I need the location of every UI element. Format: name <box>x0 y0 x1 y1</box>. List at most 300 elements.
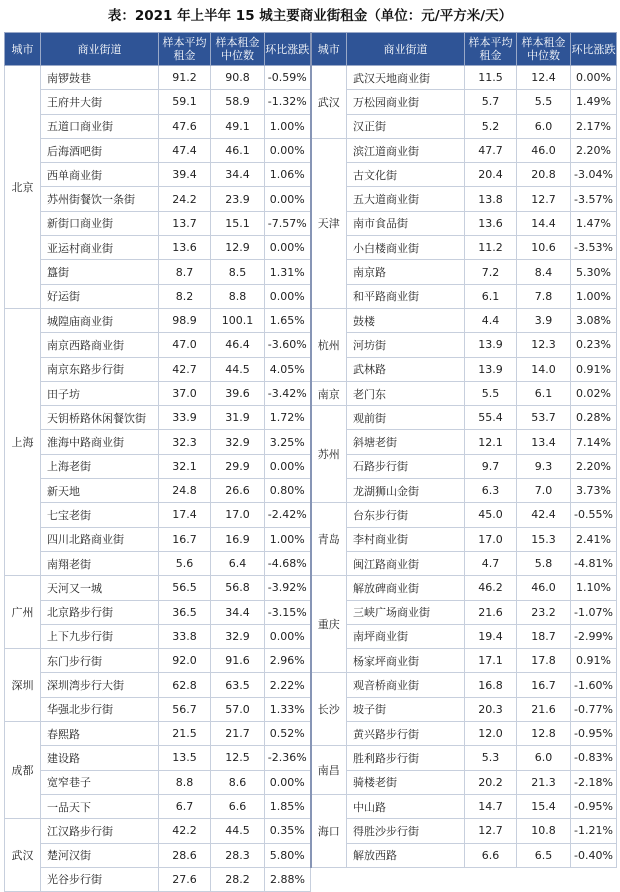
median-rent-cell-left: 46.4 <box>211 333 265 357</box>
street-cell-right: 南市食品街 <box>347 211 465 235</box>
avg-rent-cell-right: 16.8 <box>465 673 517 697</box>
city-cell-right: 苏州 <box>311 406 347 503</box>
avg-rent-cell-right: 11.2 <box>465 236 517 260</box>
median-rent-cell-right: 5.5 <box>517 90 571 114</box>
street-cell-left: 田子坊 <box>41 381 159 405</box>
change-cell-right: -0.55% <box>571 503 617 527</box>
street-cell-left: 四川北路商业街 <box>41 527 159 551</box>
change-cell-left: 0.00% <box>265 624 311 648</box>
median-rent-cell-right: 20.8 <box>517 163 571 187</box>
median-rent-cell-right: 10.8 <box>517 819 571 843</box>
street-cell-right: 三峡广场商业街 <box>347 600 465 624</box>
median-rent-cell-left: 12.9 <box>211 236 265 260</box>
city-cell-right: 重庆 <box>311 576 347 673</box>
change-cell-left: 1.72% <box>265 406 311 430</box>
avg-rent-cell-left: 27.6 <box>159 867 211 891</box>
median-rent-cell-right: 12.8 <box>517 722 571 746</box>
avg-rent-cell-left: 36.5 <box>159 600 211 624</box>
table-row <box>5 381 617 405</box>
change-cell-right: -2.99% <box>571 624 617 648</box>
avg-rent-cell-right: 7.2 <box>465 260 517 284</box>
median-rent-cell-right: 7.8 <box>517 284 571 308</box>
median-rent-cell-left: 8.8 <box>211 284 265 308</box>
median-rent-cell-left: 28.2 <box>211 867 265 891</box>
median-rent-cell-left: 12.5 <box>211 746 265 770</box>
city-cell-right: 青岛 <box>311 503 347 576</box>
avg-rent-cell-right: 21.6 <box>465 600 517 624</box>
avg-rent-cell-right: 6.3 <box>465 479 517 503</box>
avg-rent-cell-right: 5.2 <box>465 114 517 138</box>
street-cell-left: 王府井大街 <box>41 90 159 114</box>
change-cell-left: 2.96% <box>265 649 311 673</box>
median-rent-cell-left: 49.1 <box>211 114 265 138</box>
change-cell-right: -3.04% <box>571 163 617 187</box>
street-cell-left: 亚运村商业街 <box>41 236 159 260</box>
median-rent-cell-left: 15.1 <box>211 211 265 235</box>
street-cell-left: 上海老街 <box>41 454 159 478</box>
street-cell-right: 万松园商业街 <box>347 90 465 114</box>
header-median-rent-right: 样本租金中位数 <box>517 33 571 66</box>
median-rent-cell-right: 15.4 <box>517 794 571 818</box>
change-cell-left: 0.35% <box>265 819 311 843</box>
median-rent-cell-right: 10.6 <box>517 236 571 260</box>
change-cell-left: -2.42% <box>265 503 311 527</box>
median-rent-cell-right: 7.0 <box>517 479 571 503</box>
change-cell-right: -0.77% <box>571 697 617 721</box>
median-rent-cell-right: 16.7 <box>517 673 571 697</box>
city-cell-right: 杭州 <box>311 308 347 381</box>
street-cell-left: 深圳湾步行大街 <box>41 673 159 697</box>
median-rent-cell-right: 18.7 <box>517 624 571 648</box>
change-cell-right: -0.95% <box>571 722 617 746</box>
change-cell-right: 2.41% <box>571 527 617 551</box>
change-cell-left: -2.36% <box>265 746 311 770</box>
median-rent-cell-right: 5.8 <box>517 551 571 575</box>
change-cell-right: -4.81% <box>571 551 617 575</box>
median-rent-cell-left: 21.7 <box>211 722 265 746</box>
change-cell-right: 2.17% <box>571 114 617 138</box>
median-rent-cell-left: 91.6 <box>211 649 265 673</box>
street-cell-left: 城隍庙商业街 <box>41 308 159 332</box>
avg-rent-cell-right: 12.7 <box>465 819 517 843</box>
change-cell-left: 2.88% <box>265 867 311 891</box>
city-cell-left: 成都 <box>5 722 41 819</box>
street-cell-left: 簋街 <box>41 260 159 284</box>
avg-rent-cell-left: 37.0 <box>159 381 211 405</box>
header-street-left: 商业街道 <box>41 33 159 66</box>
median-rent-cell-right: 53.7 <box>517 406 571 430</box>
median-rent-cell-right: 6.5 <box>517 843 571 867</box>
avg-rent-cell-left: 32.3 <box>159 430 211 454</box>
change-cell-right: -0.40% <box>571 843 617 867</box>
avg-rent-cell-left: 91.2 <box>159 66 211 90</box>
city-cell-left: 广州 <box>5 576 41 649</box>
street-cell-right: 中山路 <box>347 794 465 818</box>
change-cell-right: 3.73% <box>571 479 617 503</box>
median-rent-cell-left: 39.6 <box>211 381 265 405</box>
city-cell-left: 武汉 <box>5 819 41 892</box>
street-cell-right: 五大道商业街 <box>347 187 465 211</box>
median-rent-cell-left: 6.4 <box>211 551 265 575</box>
table-row <box>5 746 617 770</box>
street-cell-left: 南京西路商业街 <box>41 333 159 357</box>
median-rent-cell-left: 6.6 <box>211 794 265 818</box>
table-row <box>5 673 617 697</box>
street-cell-right: 和平路商业街 <box>347 284 465 308</box>
street-cell-left: 淮海中路商业街 <box>41 430 159 454</box>
avg-rent-cell-right: 47.7 <box>465 138 517 162</box>
avg-rent-cell-right: 20.2 <box>465 770 517 794</box>
avg-rent-cell-right: 19.4 <box>465 624 517 648</box>
change-cell-right: 1.49% <box>571 90 617 114</box>
change-cell-left: 1.33% <box>265 697 311 721</box>
avg-rent-cell-left: 33.9 <box>159 406 211 430</box>
street-cell-right: 坡子街 <box>347 697 465 721</box>
avg-rent-cell-right: 45.0 <box>465 503 517 527</box>
median-rent-cell-right: 12.4 <box>517 66 571 90</box>
change-cell-right: 0.91% <box>571 357 617 381</box>
avg-rent-cell-left: 8.2 <box>159 284 211 308</box>
change-cell-left: -3.15% <box>265 600 311 624</box>
median-rent-cell-right: 14.0 <box>517 357 571 381</box>
median-rent-cell-right: 14.4 <box>517 211 571 235</box>
avg-rent-cell-left: 32.1 <box>159 454 211 478</box>
table-row <box>5 503 617 527</box>
table-row <box>5 406 617 430</box>
table-row <box>5 867 617 891</box>
change-cell-right: 7.14% <box>571 430 617 454</box>
change-cell-left: 1.65% <box>265 308 311 332</box>
change-cell-left: -0.59% <box>265 66 311 90</box>
change-cell-right: 2.20% <box>571 454 617 478</box>
median-rent-cell-right: 21.3 <box>517 770 571 794</box>
change-cell-left: 0.00% <box>265 284 311 308</box>
header-avg-rent-left: 样本平均租金 <box>159 33 211 66</box>
change-cell-left: 1.31% <box>265 260 311 284</box>
change-cell-left: -3.92% <box>265 576 311 600</box>
change-cell-left: 0.00% <box>265 187 311 211</box>
avg-rent-cell-left: 33.8 <box>159 624 211 648</box>
median-rent-cell-right: 13.4 <box>517 430 571 454</box>
change-cell-left: -3.60% <box>265 333 311 357</box>
median-rent-cell-left: 23.9 <box>211 187 265 211</box>
street-cell-right: 武汉天地商业街 <box>347 66 465 90</box>
median-rent-cell-right: 12.7 <box>517 187 571 211</box>
header-change-left: 环比涨跌 <box>265 33 311 66</box>
street-cell-left: 一品天下 <box>41 794 159 818</box>
avg-rent-cell-left: 8.7 <box>159 260 211 284</box>
city-cell-right: 天津 <box>311 138 347 308</box>
median-rent-cell-right: 46.0 <box>517 138 571 162</box>
avg-rent-cell-right: 13.6 <box>465 211 517 235</box>
median-rent-cell-right: 8.4 <box>517 260 571 284</box>
change-cell-left: 0.00% <box>265 236 311 260</box>
street-cell-right: 河坊街 <box>347 333 465 357</box>
median-rent-cell-left: 46.1 <box>211 138 265 162</box>
median-rent-cell-left: 16.9 <box>211 527 265 551</box>
avg-rent-cell-right: 46.2 <box>465 576 517 600</box>
city-cell-left: 北京 <box>5 66 41 309</box>
change-cell-left: -7.57% <box>265 211 311 235</box>
median-rent-cell-left: 8.5 <box>211 260 265 284</box>
avg-rent-cell-right: 20.3 <box>465 697 517 721</box>
street-cell-right: 杨家坪商业街 <box>347 649 465 673</box>
street-cell-right: 观音桥商业街 <box>347 673 465 697</box>
median-rent-cell-left: 34.4 <box>211 163 265 187</box>
street-cell-right: 龙湖狮山金街 <box>347 479 465 503</box>
street-cell-left: 上下九步行街 <box>41 624 159 648</box>
street-cell-right: 解放西路 <box>347 843 465 867</box>
street-cell-right: 老门东 <box>347 381 465 405</box>
table-row <box>5 308 617 332</box>
change-cell-right: -3.57% <box>571 187 617 211</box>
street-cell-left: 苏州街餐饮一条街 <box>41 187 159 211</box>
city-cell-right: 长沙 <box>311 673 347 746</box>
median-rent-cell-left: 17.0 <box>211 503 265 527</box>
avg-rent-cell-left: 16.7 <box>159 527 211 551</box>
avg-rent-cell-left: 42.2 <box>159 819 211 843</box>
median-rent-cell-left: 8.6 <box>211 770 265 794</box>
street-cell-left: 新街口商业街 <box>41 211 159 235</box>
street-cell-left: 东门步行街 <box>41 649 159 673</box>
street-cell-right: 台东步行街 <box>347 503 465 527</box>
avg-rent-cell-left: 8.8 <box>159 770 211 794</box>
city-cell-right: 武汉 <box>311 66 347 139</box>
median-rent-cell-left: 34.4 <box>211 600 265 624</box>
median-rent-cell-left: 32.9 <box>211 430 265 454</box>
change-cell-right: 1.00% <box>571 284 617 308</box>
table-row <box>5 138 617 162</box>
avg-rent-cell-right: 11.5 <box>465 66 517 90</box>
avg-rent-cell-right: 20.4 <box>465 163 517 187</box>
street-cell-left: 天钥桥路休闲餐饮街 <box>41 406 159 430</box>
median-rent-cell-left: 31.9 <box>211 406 265 430</box>
avg-rent-cell-left: 47.4 <box>159 138 211 162</box>
city-cell-left: 上海 <box>5 308 41 575</box>
avg-rent-cell-left: 6.7 <box>159 794 211 818</box>
street-cell-left: 西单商业街 <box>41 163 159 187</box>
change-cell-left: 1.85% <box>265 794 311 818</box>
change-cell-left: 1.06% <box>265 163 311 187</box>
avg-rent-cell-left: 5.6 <box>159 551 211 575</box>
avg-rent-cell-left: 98.9 <box>159 308 211 332</box>
city-cell-right: 南昌 <box>311 746 347 795</box>
street-cell-right: 黄兴路步行街 <box>347 722 465 746</box>
street-cell-left: 北京路步行街 <box>41 600 159 624</box>
avg-rent-cell-left: 42.7 <box>159 357 211 381</box>
avg-rent-cell-right: 55.4 <box>465 406 517 430</box>
street-cell-right: 鼓楼 <box>347 308 465 332</box>
street-cell-right: 李村商业街 <box>347 527 465 551</box>
table-row <box>5 794 617 818</box>
street-cell-left: 春熙路 <box>41 722 159 746</box>
avg-rent-cell-right: 9.7 <box>465 454 517 478</box>
median-rent-cell-left: 100.1 <box>211 308 265 332</box>
street-cell-right: 武林路 <box>347 357 465 381</box>
change-cell-left: 1.00% <box>265 114 311 138</box>
change-cell-left: -1.32% <box>265 90 311 114</box>
street-cell-left: 后海酒吧街 <box>41 138 159 162</box>
street-cell-left: 楚河汉街 <box>41 843 159 867</box>
header-change-right: 环比涨跌 <box>571 33 617 66</box>
avg-rent-cell-right: 13.8 <box>465 187 517 211</box>
change-cell-left: 0.00% <box>265 770 311 794</box>
change-cell-right: 3.08% <box>571 308 617 332</box>
change-cell-right: 0.28% <box>571 406 617 430</box>
change-cell-right: 5.30% <box>571 260 617 284</box>
median-rent-cell-left: 32.9 <box>211 624 265 648</box>
header-city-right: 城市 <box>311 33 347 66</box>
street-cell-left: 建设路 <box>41 746 159 770</box>
header-city-left: 城市 <box>5 33 41 66</box>
avg-rent-cell-right: 17.1 <box>465 649 517 673</box>
median-rent-cell-right: 6.1 <box>517 381 571 405</box>
street-cell-left: 光谷步行街 <box>41 867 159 891</box>
change-cell-right: -0.95% <box>571 794 617 818</box>
street-cell-left: 七宝老街 <box>41 503 159 527</box>
street-cell-right: 滨江道商业街 <box>347 138 465 162</box>
median-rent-cell-right: 17.8 <box>517 649 571 673</box>
avg-rent-cell-left: 21.5 <box>159 722 211 746</box>
table-body <box>5 66 617 892</box>
change-cell-right: 0.00% <box>571 66 617 90</box>
change-cell-right: 0.91% <box>571 649 617 673</box>
median-rent-cell-left: 44.5 <box>211 819 265 843</box>
street-cell-right: 小白楼商业街 <box>347 236 465 260</box>
avg-rent-cell-left: 47.0 <box>159 333 211 357</box>
median-rent-cell-right: 23.2 <box>517 600 571 624</box>
change-cell-left: -3.42% <box>265 381 311 405</box>
avg-rent-cell-left: 13.6 <box>159 236 211 260</box>
street-cell-left: 好运街 <box>41 284 159 308</box>
change-cell-right: 0.02% <box>571 381 617 405</box>
change-cell-right: -3.53% <box>571 236 617 260</box>
change-cell-left: 5.80% <box>265 843 311 867</box>
rent-table <box>4 32 617 892</box>
street-cell-right: 汉正街 <box>347 114 465 138</box>
street-cell-left: 华强北步行街 <box>41 697 159 721</box>
street-cell-right: 解放碑商业街 <box>347 576 465 600</box>
street-cell-left: 江汉路步行街 <box>41 819 159 843</box>
avg-rent-cell-left: 47.6 <box>159 114 211 138</box>
change-cell-right: 1.10% <box>571 576 617 600</box>
change-cell-left: 3.25% <box>265 430 311 454</box>
city-cell-right: 南京 <box>311 381 347 405</box>
street-cell-right: 骑楼老街 <box>347 770 465 794</box>
street-cell-left: 新天地 <box>41 479 159 503</box>
median-rent-cell-left: 29.9 <box>211 454 265 478</box>
street-cell-right: 古文化街 <box>347 163 465 187</box>
street-cell-left: 宽窄巷子 <box>41 770 159 794</box>
avg-rent-cell-right: 6.6 <box>465 843 517 867</box>
avg-rent-cell-right: 5.3 <box>465 746 517 770</box>
median-rent-cell-left: 26.6 <box>211 479 265 503</box>
street-cell-right: 斜塘老街 <box>347 430 465 454</box>
median-rent-cell-left: 44.5 <box>211 357 265 381</box>
avg-rent-cell-right: 6.1 <box>465 284 517 308</box>
change-cell-left: 2.22% <box>265 673 311 697</box>
street-cell-left: 南京东路步行街 <box>41 357 159 381</box>
header-avg-rent-right: 样本平均租金 <box>465 33 517 66</box>
avg-rent-cell-right: 12.1 <box>465 430 517 454</box>
avg-rent-cell-right: 5.7 <box>465 90 517 114</box>
change-cell-right: 1.47% <box>571 211 617 235</box>
median-rent-cell-right: 6.0 <box>517 746 571 770</box>
change-cell-left: 0.52% <box>265 722 311 746</box>
median-rent-cell-right: 9.3 <box>517 454 571 478</box>
change-cell-left: -4.68% <box>265 551 311 575</box>
median-rent-cell-right: 15.3 <box>517 527 571 551</box>
avg-rent-cell-left: 28.6 <box>159 843 211 867</box>
street-cell-right: 得胜沙步行街 <box>347 819 465 843</box>
street-cell-right: 观前街 <box>347 406 465 430</box>
street-cell-right: 石路步行街 <box>347 454 465 478</box>
median-rent-cell-right: 6.0 <box>517 114 571 138</box>
header-row <box>5 33 617 66</box>
avg-rent-cell-left: 24.2 <box>159 187 211 211</box>
header-median-rent-left: 样本租金中位数 <box>211 33 265 66</box>
street-cell-left: 南翔老街 <box>41 551 159 575</box>
change-cell-right: 0.23% <box>571 333 617 357</box>
table-row <box>5 66 617 90</box>
change-cell-left: 0.00% <box>265 138 311 162</box>
city-cell-left: 深圳 <box>5 649 41 722</box>
street-cell-right: 胜利路步行街 <box>347 746 465 770</box>
avg-rent-cell-left: 62.8 <box>159 673 211 697</box>
median-rent-cell-right: 12.3 <box>517 333 571 357</box>
change-cell-left: 0.00% <box>265 454 311 478</box>
change-cell-right: -1.60% <box>571 673 617 697</box>
avg-rent-cell-left: 13.7 <box>159 211 211 235</box>
avg-rent-cell-right: 14.7 <box>465 794 517 818</box>
avg-rent-cell-right: 17.0 <box>465 527 517 551</box>
median-rent-cell-right: 21.6 <box>517 697 571 721</box>
median-rent-cell-right: 3.9 <box>517 308 571 332</box>
median-rent-cell-right: 46.0 <box>517 576 571 600</box>
street-cell-right: 南坪商业街 <box>347 624 465 648</box>
avg-rent-cell-right: 12.0 <box>465 722 517 746</box>
avg-rent-cell-left: 92.0 <box>159 649 211 673</box>
change-cell-right: -0.83% <box>571 746 617 770</box>
change-cell-left: 4.05% <box>265 357 311 381</box>
median-rent-cell-right: 42.4 <box>517 503 571 527</box>
median-rent-cell-left: 57.0 <box>211 697 265 721</box>
change-cell-right: -1.21% <box>571 819 617 843</box>
avg-rent-cell-right: 5.5 <box>465 381 517 405</box>
avg-rent-cell-left: 13.5 <box>159 746 211 770</box>
change-cell-left: 0.80% <box>265 479 311 503</box>
avg-rent-cell-right: 4.4 <box>465 308 517 332</box>
street-cell-left: 天河又一城 <box>41 576 159 600</box>
median-rent-cell-left: 58.9 <box>211 90 265 114</box>
street-cell-right: 南京路 <box>347 260 465 284</box>
avg-rent-cell-left: 59.1 <box>159 90 211 114</box>
table-title: 表：2021 年上半年 15 城主要商业街租金（单位：元/平方米/天） <box>107 8 513 24</box>
avg-rent-cell-left: 39.4 <box>159 163 211 187</box>
avg-rent-cell-left: 24.8 <box>159 479 211 503</box>
street-cell-left: 五道口商业街 <box>41 114 159 138</box>
street-cell-left: 南锣鼓巷 <box>41 66 159 90</box>
median-rent-cell-left: 56.8 <box>211 576 265 600</box>
change-cell-right: -2.18% <box>571 770 617 794</box>
table-row <box>5 576 617 600</box>
street-cell-right: 闽江路商业街 <box>347 551 465 575</box>
median-rent-cell-left: 28.3 <box>211 843 265 867</box>
city-cell-right: 海口 <box>311 794 347 867</box>
change-cell-right: -1.07% <box>571 600 617 624</box>
change-cell-left: 1.00% <box>265 527 311 551</box>
avg-rent-cell-left: 56.5 <box>159 576 211 600</box>
